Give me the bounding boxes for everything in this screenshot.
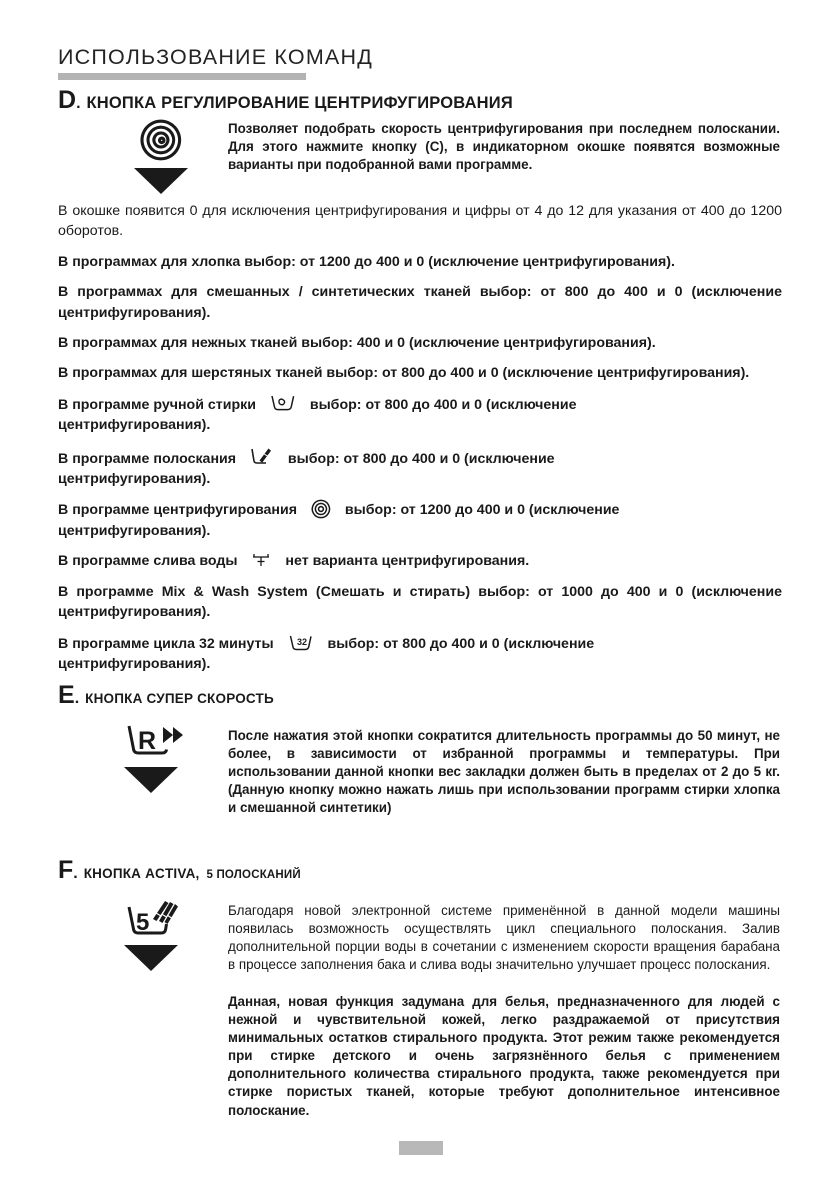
paragraph-hand-wash — [58, 394, 782, 436]
section-f-body-bold: Данная, новая функция задумана для белья, предназначенного для людей с нежной и чувствительной кожей, легко раздражаемой от присутствия минимальных остатков стирального продукта. Этот режим также рекомендуется при стирке детского и очень загрязнённого белья с применением дополнительного количества стирального продукта, также рекомендуется при стирке пористых тканей, которые требуют дополнительное интенсивное полоскание. — [228, 994, 780, 1118]
tub-32-icon — [288, 633, 314, 652]
paragraph-mixed-synthetic: В программах для смешанных / синтетических тканей выбор: от 800 до 400 и 0 (исключение центрифугирования). — [58, 284, 782, 321]
document-header — [58, 46, 782, 80]
triangle-down-icon-f — [124, 945, 178, 971]
section-e-body-text: После нажатия этой кнопки сократится длительность программы до 50 минут, не более, в зависимости от избранной программы и температуры. При использовании данной кнопки вес закладки должен быть в пределах от 2 до 5 кг. (Данную кнопку можно нажать лишь при использовании программ стирки хлопка и смешанной синтетики) — [228, 728, 780, 816]
paragraph-delicate: В программах для нежных тканей выбор: 400 и 0 (исключение центрифугирования). — [58, 335, 656, 352]
svg-text:5: 5 — [136, 909, 150, 936]
paragraph-cotton: В программах для хлопка выбор: от 1200 до 400 и 0 (исключение центрифугирования). — [58, 253, 675, 270]
svg-text:32: 32 — [296, 636, 307, 647]
spin-lead-text: В программе центрифугирования — [58, 502, 297, 519]
rinse-icon — [250, 446, 274, 466]
activa-5-rinse-icon — [125, 897, 187, 941]
section-heading-d — [58, 88, 513, 113]
spin-tail-text: выбор: от 1200 до 400 и 0 (исключение — [344, 502, 620, 519]
button-icon-spin-speed — [113, 118, 209, 194]
section-letter-e: E — [58, 681, 75, 709]
section-heading-f — [58, 858, 301, 883]
button-icon-activa-rinse — [108, 897, 204, 971]
section-heading-e — [58, 683, 274, 708]
cycle32-tail-text: выбор: от 800 до 400 и 0 (исключение — [327, 635, 595, 652]
section-dot-f: . — [73, 865, 78, 882]
hand-wash-tub-icon — [270, 394, 296, 412]
paragraph-window-values: В окошке появится 0 для исключения центрифугирования и цифры от 4 до 12 для указания от 400 до 1200 оборотов. — [58, 203, 782, 240]
paragraph-mix-and-wash: В программе Mix & Wash System (Смешать и стирать) выбор: от 1000 до 400 и 0 (исключение центрифугирования). — [58, 583, 782, 621]
spin-second-line: центрифугирования). — [58, 522, 211, 539]
svg-text:R: R — [138, 727, 157, 755]
paragraph-32-minute-cycle — [58, 633, 782, 675]
hand-wash-second-line: центрифугирования). — [58, 417, 211, 434]
section-letter-f: F — [58, 856, 74, 884]
section-letter-d: D — [58, 86, 77, 114]
spiral-spin-small-icon — [311, 499, 331, 519]
drain-icon — [251, 552, 271, 568]
cycle32-second-line: центрифугирования). — [58, 655, 211, 672]
cycle32-lead-text: В программе цикла 32 минуты — [58, 635, 274, 652]
spiral-spin-icon — [137, 118, 185, 162]
section-title-d: КНОПКА РЕГУЛИРОВАНИЕ ЦЕНТРИФУГИРОВАНИЯ — [86, 94, 513, 112]
hand-wash-lead-text: В программе ручной стирки — [58, 396, 256, 413]
section-dot-e: . — [74, 690, 80, 707]
page-title: ИСПОЛЬЗОВАНИЕ КОМАНД — [58, 45, 373, 69]
section-d-body — [58, 201, 782, 684]
section-d-intro-text: Позволяет подобрать скорость центрифугирования при последнем полоскании. Для этого нажмите кнопку (С), в индикаторном окошке появятся возможные варианты при подобранной вами программе. — [228, 121, 780, 173]
rinse-tail-text: выбор: от 800 до 400 и 0 (исключение — [287, 450, 555, 467]
paragraph-rinse — [58, 446, 782, 490]
rinse-lead-text: В программе полоскания — [58, 450, 237, 467]
button-icon-super-rapid — [108, 723, 204, 793]
section-f-body-normal: Благодаря новой электронной системе применённой в данной модели машины появилась возможность осуществлять цикл специального полоскания. Залив дополнительной порции воды в сочетании с изменением скорости вращения барабана в процессе заполнения бака и слива воды значительно улучшает процесс полоскания. — [228, 903, 780, 973]
paragraph-spin — [58, 499, 782, 541]
header-underline-rule — [58, 73, 306, 80]
section-dot-d: . — [76, 95, 81, 112]
hand-wash-tail-text: выбор: от 800 до 400 и 0 (исключение — [309, 396, 577, 413]
paragraph-drain — [58, 551, 782, 571]
drain-lead-text: В программе слива воды — [58, 553, 238, 570]
section-title-e: КНОПКА СУПЕР СКОРОСТЬ — [85, 691, 274, 706]
paragraph-wool: В программах для шерстяных тканей выбор: от 800 до 400 и 0 (исключение центрифугирования). — [58, 365, 750, 382]
super-rapid-R-icon — [125, 723, 187, 763]
triangle-down-icon-e — [124, 767, 178, 793]
rinse-second-line: центрифугирования). — [58, 471, 211, 488]
triangle-down-icon — [134, 168, 188, 194]
footer-page-marker — [399, 1141, 443, 1155]
section-title-f-main: КНОПКА ACTIVA, — [83, 866, 200, 881]
drain-tail-text: нет варианта центрифугирования. — [285, 553, 530, 570]
section-title-f-small: 5 ПОЛОСКАНИЙ — [206, 869, 301, 881]
